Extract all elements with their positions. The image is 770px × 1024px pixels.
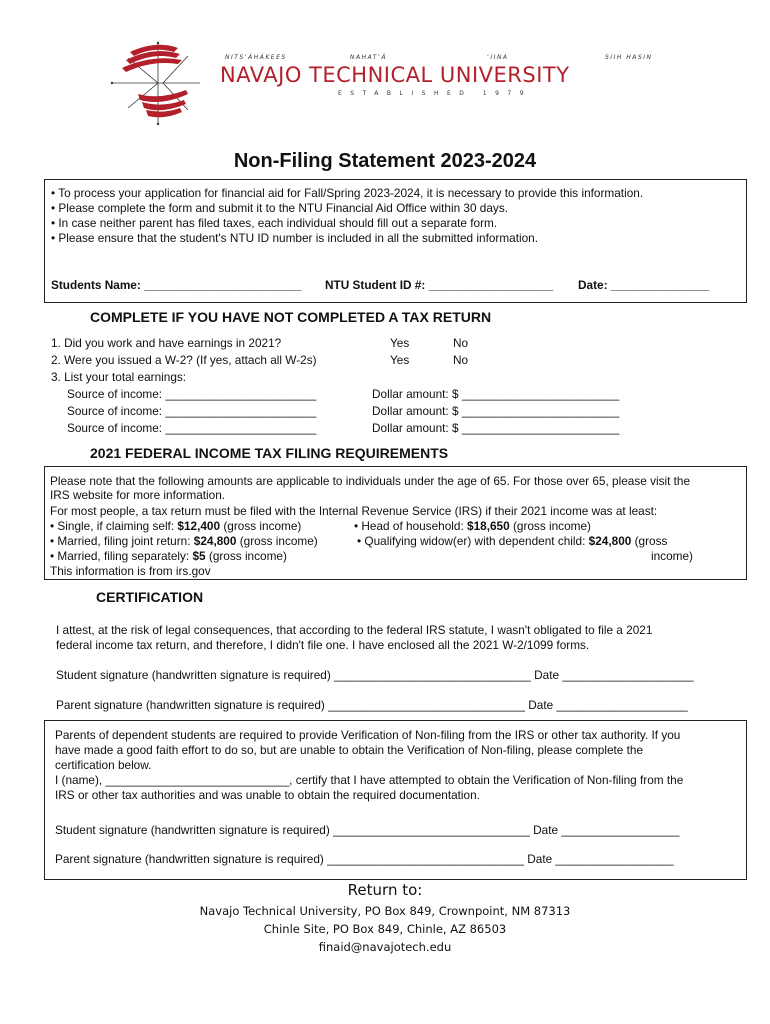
student-name-field[interactable]: Students Name: ________________________ <box>51 278 302 292</box>
q2-no-option[interactable]: No <box>453 353 469 367</box>
motto-word-1: NITSʼÁHÁKEES <box>225 54 287 61</box>
requirement-married-joint: • Married, filing joint return: $24,800 (gross income) <box>50 534 318 548</box>
university-logo <box>100 38 660 138</box>
box-parent-signature-field[interactable]: Parent signature (handwritten signature is required) ______________________________ Date __________________ <box>55 852 674 866</box>
student-signature-field[interactable]: Student signature (handwritten signature is required) ______________________________ Date ____________________ <box>56 668 694 682</box>
parents-text-3: certification below. <box>55 758 152 772</box>
q1-no-option[interactable]: No <box>453 336 469 350</box>
source-of-income-field-1[interactable]: Source of income: _______________________ <box>67 387 317 401</box>
instruction-3: • In case neither parent has filed taxes, each individual should fill out a separate form. <box>51 216 498 230</box>
q1-yes-option[interactable]: Yes <box>390 336 410 350</box>
q2-yes-option[interactable]: Yes <box>390 353 410 367</box>
established-year: ESTABLISHED 1979 <box>338 90 533 97</box>
certification-text-1: I attest, at the risk of legal consequences, that according to the federal IRS statute, I wasn't obligated to file a 2021 <box>56 623 653 637</box>
university-name: NAVAJO TECHNICAL UNIVERSITY <box>220 63 570 87</box>
return-address-1: Navajo Technical University, PO Box 849, Crownpoint, NM 87313 <box>199 904 571 918</box>
requirement-head-of-household: • Head of household: $18,650 (gross income) <box>354 519 591 533</box>
instructions-box <box>44 179 747 303</box>
student-id-field[interactable]: NTU Student ID #: ___________________ <box>325 278 554 292</box>
parents-text-2: have made a good faith effort to do so, but are unable to obtain the Verification of Non-filing, please complete the <box>55 743 644 757</box>
source-of-income-field-2[interactable]: Source of income: _______________________ <box>67 404 317 418</box>
return-address-2: Chinle Site, PO Box 849, Chinle, AZ 86503 <box>263 922 507 936</box>
question-3: 3. List your total earnings: <box>51 370 187 384</box>
irs-source-note: This information is from irs.gov <box>50 564 211 578</box>
question-1: 1. Did you work and have earnings in 2021? <box>51 336 282 350</box>
parents-text-1: Parents of dependent students are required to provide Verification of Non-filing from the IRS or other tax authority. If you <box>55 728 681 742</box>
parent-signature-field[interactable]: Parent signature (handwritten signature is required) ______________________________ Date ____________________ <box>56 698 688 712</box>
box-student-signature-field[interactable]: Student signature (handwritten signature is required) ______________________________ Date __________________ <box>55 823 680 837</box>
instruction-4: • Please ensure that the student's NTU ID number is included in all the submitted information. <box>51 231 539 245</box>
certification-heading: CERTIFICATION <box>96 589 204 605</box>
instruction-2: • Please complete the form and submit it to the NTU Financial Aid Office within 30 days. <box>51 201 508 215</box>
requirement-married-separate: • Married, filing separately: $5 (gross income) <box>50 549 287 563</box>
page-title: Non-Filing Statement 2023-2024 <box>233 150 537 172</box>
return-email[interactable]: finaid@navajotech.edu <box>318 940 452 954</box>
section-no-tax-return-heading: COMPLETE IF YOU HAVE NOT COMPLETED A TAX RETURN <box>90 309 492 325</box>
instruction-1: • To process your application for financial aid for Fall/Spring 2023-2024, it is necessary to provide this information. <box>51 186 644 200</box>
certification-text-2: federal income tax return, and therefore, I didn't file one. I have enclosed all the 2021 W-2/1099 forms. <box>56 638 590 652</box>
university-seal-icon <box>108 38 203 128</box>
section-filing-requirements-heading: 2021 FEDERAL INCOME TAX FILING REQUIREMENTS <box>90 445 449 461</box>
requirement-single: • Single, if claiming self: $12,400 (gross income) <box>50 519 302 533</box>
dollar-amount-field-1[interactable]: Dollar amount: $ ________________________ <box>372 387 620 401</box>
requirements-note-2: IRS website for more information. <box>50 488 226 502</box>
requirement-qualifying-widow: • Qualifying widow(er) with dependent child: $24,800 (gross <box>357 534 668 548</box>
dollar-amount-field-3[interactable]: Dollar amount: $ ________________________ <box>372 421 620 435</box>
parents-verification-box <box>44 720 747 880</box>
filing-requirements-box <box>44 466 747 580</box>
return-to-heading: Return to: <box>347 881 423 899</box>
source-of-income-field-3[interactable]: Source of income: _______________________ <box>67 421 317 435</box>
requirements-intro: For most people, a tax return must be filed with the Internal Revenue Service (IRS) if their 2021 income was at least: <box>50 504 658 518</box>
motto-word-2: NAHATʼÁ <box>350 54 387 61</box>
requirements-note-1: Please note that the following amounts are applicable to individuals under the age of 65. For those over 65, please visit the <box>50 474 691 488</box>
requirement-qualifying-widow-cont: income) <box>651 549 693 563</box>
date-field[interactable]: Date: _______________ <box>578 278 710 292</box>
motto-word-3: ʼIINA <box>487 54 509 61</box>
motto-word-4: SIIH HASIN <box>605 54 653 61</box>
name-certify-field[interactable]: I (name), ____________________________, certify that I have attempted to obtain the Verification of Non-filing from the <box>55 773 684 787</box>
question-2: 2. Were you issued a W-2? (If yes, attach all W-2s) <box>51 353 317 367</box>
parents-text-5: IRS or other tax authorities and was unable to obtain the required documentation. <box>55 788 480 802</box>
dollar-amount-field-2[interactable]: Dollar amount: $ ________________________ <box>372 404 620 418</box>
